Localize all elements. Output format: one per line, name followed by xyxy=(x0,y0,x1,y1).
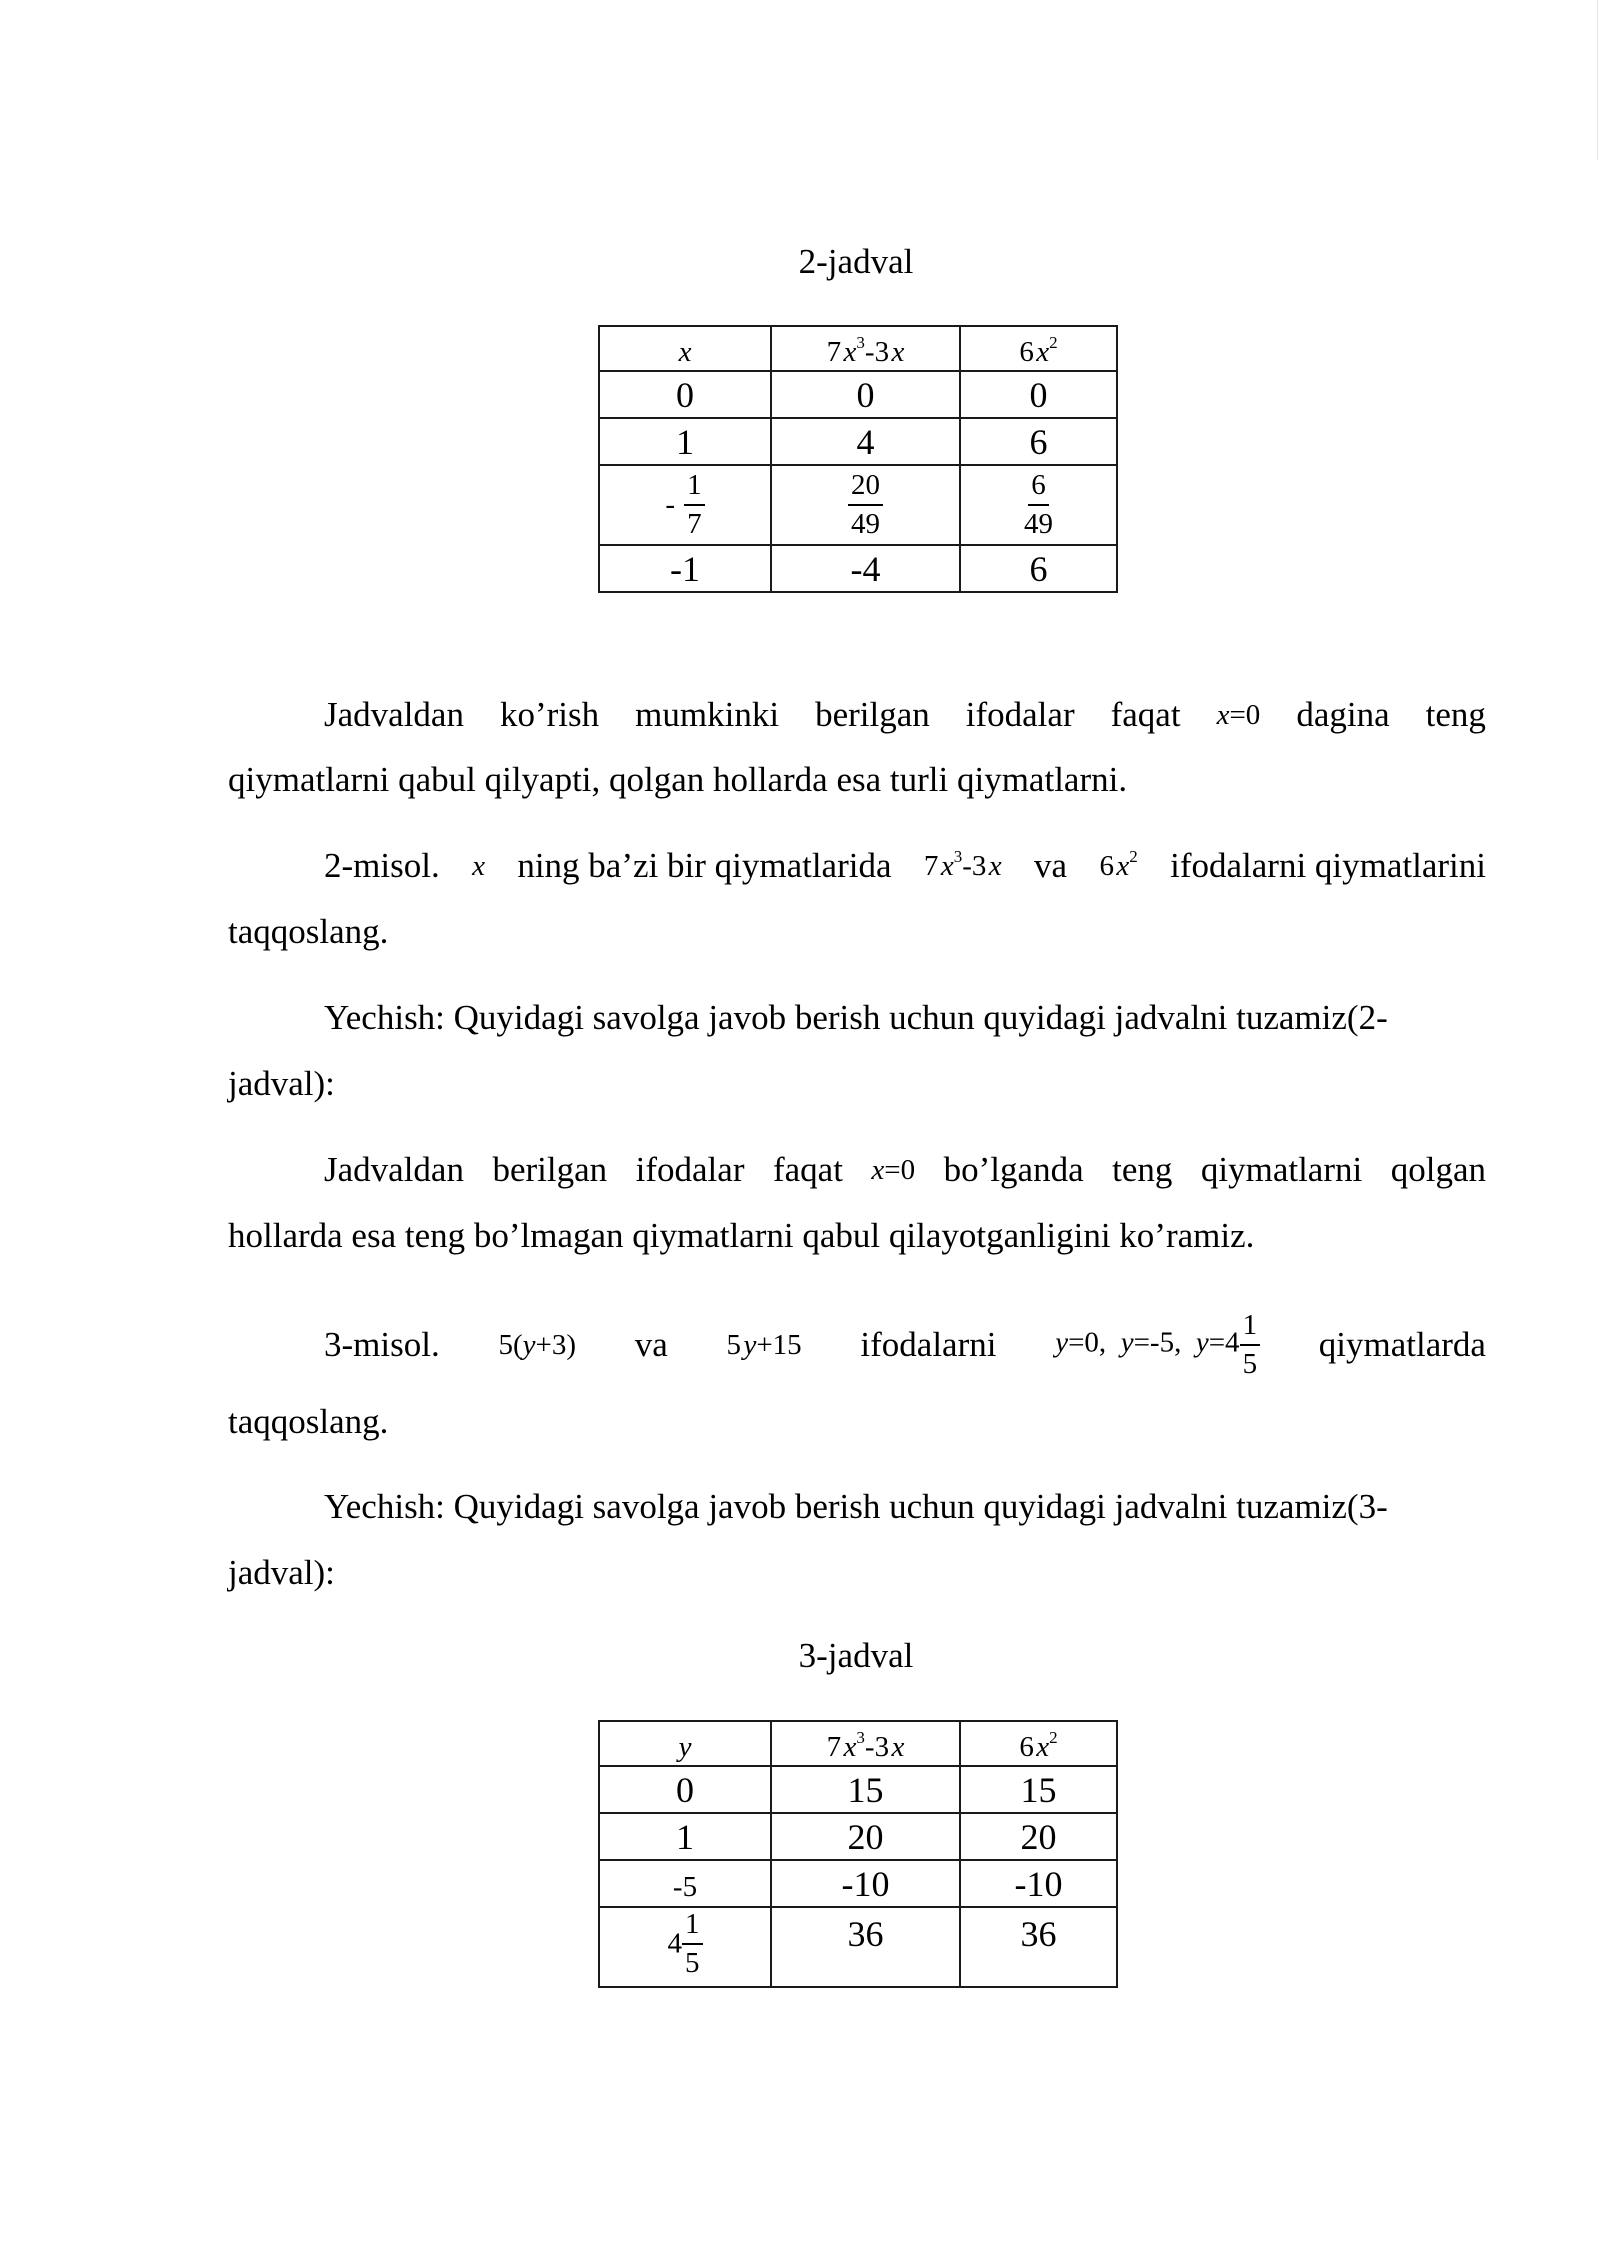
word: berilgan xyxy=(815,695,930,734)
math-x-equals-0: x=0 xyxy=(1216,699,1261,731)
word: dagina xyxy=(1296,695,1390,734)
word: qolgan xyxy=(1390,1150,1486,1189)
table-row xyxy=(599,371,1117,418)
word: bo’lganda xyxy=(943,1150,1084,1189)
table-2 xyxy=(598,325,1118,593)
word: ifodalar xyxy=(635,1150,745,1189)
word: berilgan xyxy=(492,1150,608,1189)
page-edge-line xyxy=(1597,0,1598,160)
table-cell: 0 xyxy=(599,371,771,418)
fraction: $\frac{1}{7}$ xyxy=(684,471,705,539)
header-cell-7x3-3x: 7 $x^3-3$ x xyxy=(771,1721,960,1766)
table-cell: -1 xyxy=(599,545,771,592)
paragraph-2-line-2: taqqoslang. xyxy=(228,912,389,951)
table-cell: 6 xyxy=(960,545,1117,592)
paragraph-2-line-1 xyxy=(324,846,1486,886)
header-cell-x: x xyxy=(599,326,771,371)
word: Jadvaldan xyxy=(324,1150,464,1189)
fraction: $\frac{1}{5}$ xyxy=(682,1910,703,1978)
header-cell-y: y xyxy=(599,1721,771,1766)
paragraph-1-line-2: qiymatlarni qabul qilyapti, qolgan hollarda esa turli qiymatlarni. xyxy=(228,760,1128,799)
paragraph-3-line-1: Yechish: Quyidagi savolga javob berish uchun quyidagi jadvalni tuzamiz(2- xyxy=(324,998,1388,1037)
word: faqat xyxy=(1110,695,1181,734)
table-2-caption: 2-jadval xyxy=(798,242,914,281)
fraction: $\frac{1}{5}$ xyxy=(1240,1311,1261,1379)
paragraph-6-line-1: Yechish: Quyidagi savolga javob berish uchun quyidagi jadvalni tuzamiz(3- xyxy=(324,1487,1388,1526)
math-5y-plus-15: 5 y+15 xyxy=(726,1329,802,1361)
paragraph-4-line-1 xyxy=(324,1150,1486,1190)
word: faqat xyxy=(772,1150,843,1189)
table-3-caption: 3-jadval xyxy=(798,1636,914,1675)
text: qiymatlarda xyxy=(1318,1325,1486,1364)
table-header-row xyxy=(599,1721,1117,1766)
word: ko’rish xyxy=(499,695,600,734)
word: Jadvaldan xyxy=(324,695,464,734)
table-cell-fraction xyxy=(599,465,771,545)
table-row xyxy=(599,1813,1117,1860)
math-x-equals-0: x=0 xyxy=(871,1154,916,1186)
math-x: x xyxy=(472,850,485,882)
table-cell: 20 xyxy=(960,1813,1117,1860)
table-cell: 6 xyxy=(960,418,1117,465)
header-cell-6x2: 6 $x^2$ xyxy=(960,326,1117,371)
table-row xyxy=(599,545,1117,592)
table-cell: -4 xyxy=(771,545,960,592)
table-cell: 15 xyxy=(771,1766,960,1813)
text: ning ba’zi bir qiymatlarida xyxy=(517,846,892,885)
paragraph-6-line-2: jadval): xyxy=(228,1553,335,1592)
word: teng xyxy=(1425,695,1486,734)
word: mumkinki xyxy=(635,695,780,734)
table-3 xyxy=(598,1720,1118,1988)
table-cell: -10 xyxy=(960,1860,1117,1907)
table-cell: -5 xyxy=(599,1860,771,1907)
paragraph-5-line-1 xyxy=(324,1305,1486,1385)
header-cell-6x2: 6 $x^2$ xyxy=(960,1721,1117,1766)
table-cell-fraction xyxy=(771,465,960,545)
math-y-values: y=0, y=-5, y=4 $\frac{1}{5}$ xyxy=(1055,1311,1260,1379)
table-cell-fraction xyxy=(960,465,1117,545)
word: qiymatlarni xyxy=(1200,1150,1363,1189)
math-6x2: 6 $x^2$ xyxy=(1099,847,1138,882)
paragraph-1-line-1 xyxy=(324,695,1486,735)
table-cell: 20 xyxy=(771,1813,960,1860)
table-cell: 4 xyxy=(771,418,960,465)
table-cell: 0 xyxy=(599,1766,771,1813)
table-row xyxy=(599,418,1117,465)
table-cell: 36 xyxy=(771,1907,960,1987)
table-cell: 1 xyxy=(599,418,771,465)
math-5-y-plus-3: 5(y+3) xyxy=(498,1329,576,1361)
table-row xyxy=(599,465,1117,545)
minus-sign: - xyxy=(665,488,676,521)
text: ifodalarni xyxy=(860,1325,997,1364)
table-row xyxy=(599,1766,1117,1813)
fraction: $\frac{6}{49}$ xyxy=(1024,469,1053,540)
table-cell: 0 xyxy=(771,371,960,418)
paragraph-5-line-2: taqqoslang. xyxy=(228,1402,389,1441)
text: ifodalarni qiymatlarini xyxy=(1170,846,1486,885)
word: va xyxy=(634,1325,668,1364)
table-header-row xyxy=(599,326,1117,371)
table-cell: 36 xyxy=(960,1907,1117,1987)
table-row xyxy=(599,1907,1117,1987)
table-row xyxy=(599,1860,1117,1907)
table-cell: 1 xyxy=(599,1813,771,1860)
fraction: $\frac{20}{49}$ xyxy=(848,471,883,539)
example-label: 3-misol. xyxy=(324,1325,440,1364)
math-7x3-3x: 7 $x^3-3$ x xyxy=(923,847,1002,882)
table-cell: -10 xyxy=(771,1860,960,1907)
word: va xyxy=(1034,846,1068,885)
word: teng xyxy=(1112,1150,1173,1189)
table-cell: 15 xyxy=(960,1766,1117,1813)
paragraph-3-line-2: jadval): xyxy=(228,1064,335,1103)
example-label: 2-misol. xyxy=(324,846,440,885)
paragraph-4-line-2: hollarda esa teng bo’lmagan qiymatlarni qabul qilayotganligini ko’ramiz. xyxy=(228,1216,1255,1255)
word: ifodalar xyxy=(965,695,1075,734)
header-cell-7x3-3x: 7 $x^3-3$ x xyxy=(771,326,960,371)
table-cell: 0 xyxy=(960,371,1117,418)
table-cell-mixed-number: 4 $\frac{1}{5}$ xyxy=(599,1907,771,1987)
